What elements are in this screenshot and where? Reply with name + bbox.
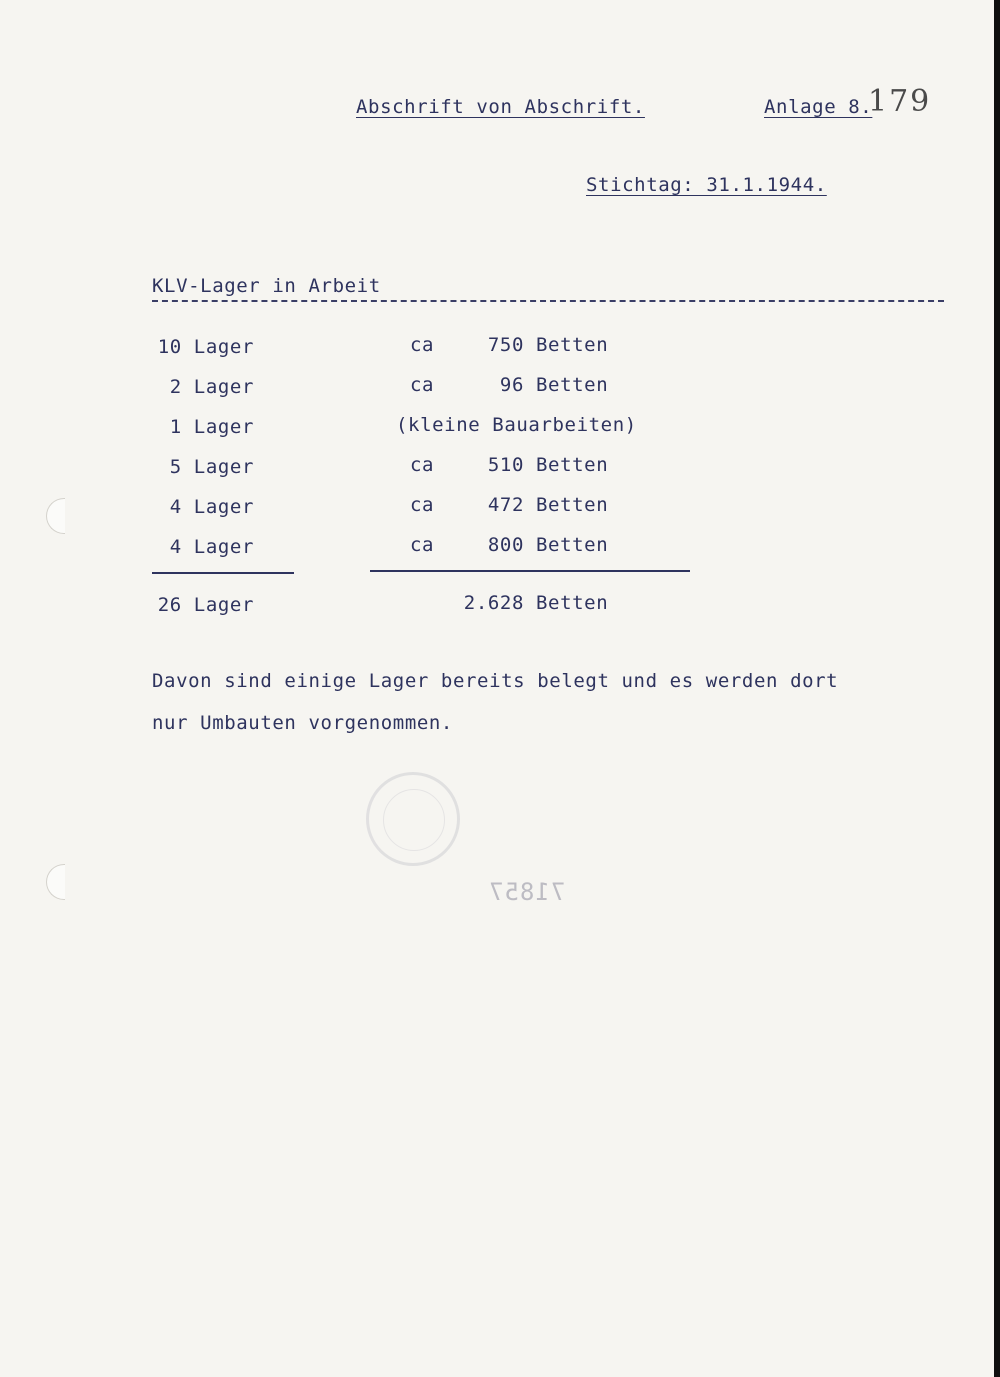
row-unit: Betten — [536, 494, 609, 516]
row-count: 10 Lager — [157, 336, 254, 358]
row-approx: ca — [410, 534, 435, 556]
total-count: 26 Lager — [157, 594, 254, 616]
row-beds: 96 — [499, 374, 524, 396]
row-count: 2 Lager — [169, 376, 254, 398]
row-count: 5 Lager — [169, 456, 254, 478]
row-count: 4 Lager — [169, 496, 254, 518]
sum-rule-right — [370, 570, 690, 572]
dashed-rule — [152, 300, 944, 302]
row-beds: 472 — [487, 494, 524, 516]
archive-number-stamp: 71857 — [488, 878, 566, 906]
punch-hole — [46, 864, 65, 900]
row-approx: ca — [410, 374, 435, 396]
section-heading: KLV-Lager in Arbeit — [152, 275, 381, 297]
row-note: (kleine Bauarbeiten) — [396, 414, 637, 436]
row-approx: ca — [410, 494, 435, 516]
row-count: 4 Lager — [169, 536, 254, 558]
total-beds: 2.628 — [463, 592, 524, 614]
remark-line-1: Davon sind einige Lager bereits belegt und es werden dort — [152, 670, 839, 692]
row-beds: 800 — [487, 534, 524, 556]
scan-edge — [994, 0, 1000, 1377]
row-unit: Betten — [536, 334, 609, 356]
row-beds: 750 — [487, 334, 524, 356]
row-count: 1 Lager — [169, 416, 254, 438]
punch-hole — [46, 498, 65, 534]
row-approx: ca — [410, 334, 435, 356]
document-title: Abschrift von Abschrift. — [356, 96, 645, 118]
row-approx: ca — [410, 454, 435, 476]
sum-rule-left — [152, 572, 294, 574]
row-beds: 510 — [487, 454, 524, 476]
reference-date: Stichtag: 31.1.1944. — [586, 174, 827, 196]
seal-inner-ring — [383, 789, 445, 851]
annex-label: Anlage 8. — [764, 96, 873, 118]
row-unit: Betten — [536, 454, 609, 476]
folio-number: 179 — [868, 84, 932, 119]
remark-line-2: nur Umbauten vorgenommen. — [152, 712, 453, 734]
row-unit: Betten — [536, 534, 609, 556]
row-unit: Betten — [536, 374, 609, 396]
archive-seal-stamp — [366, 772, 460, 866]
total-unit: Betten — [536, 592, 609, 614]
